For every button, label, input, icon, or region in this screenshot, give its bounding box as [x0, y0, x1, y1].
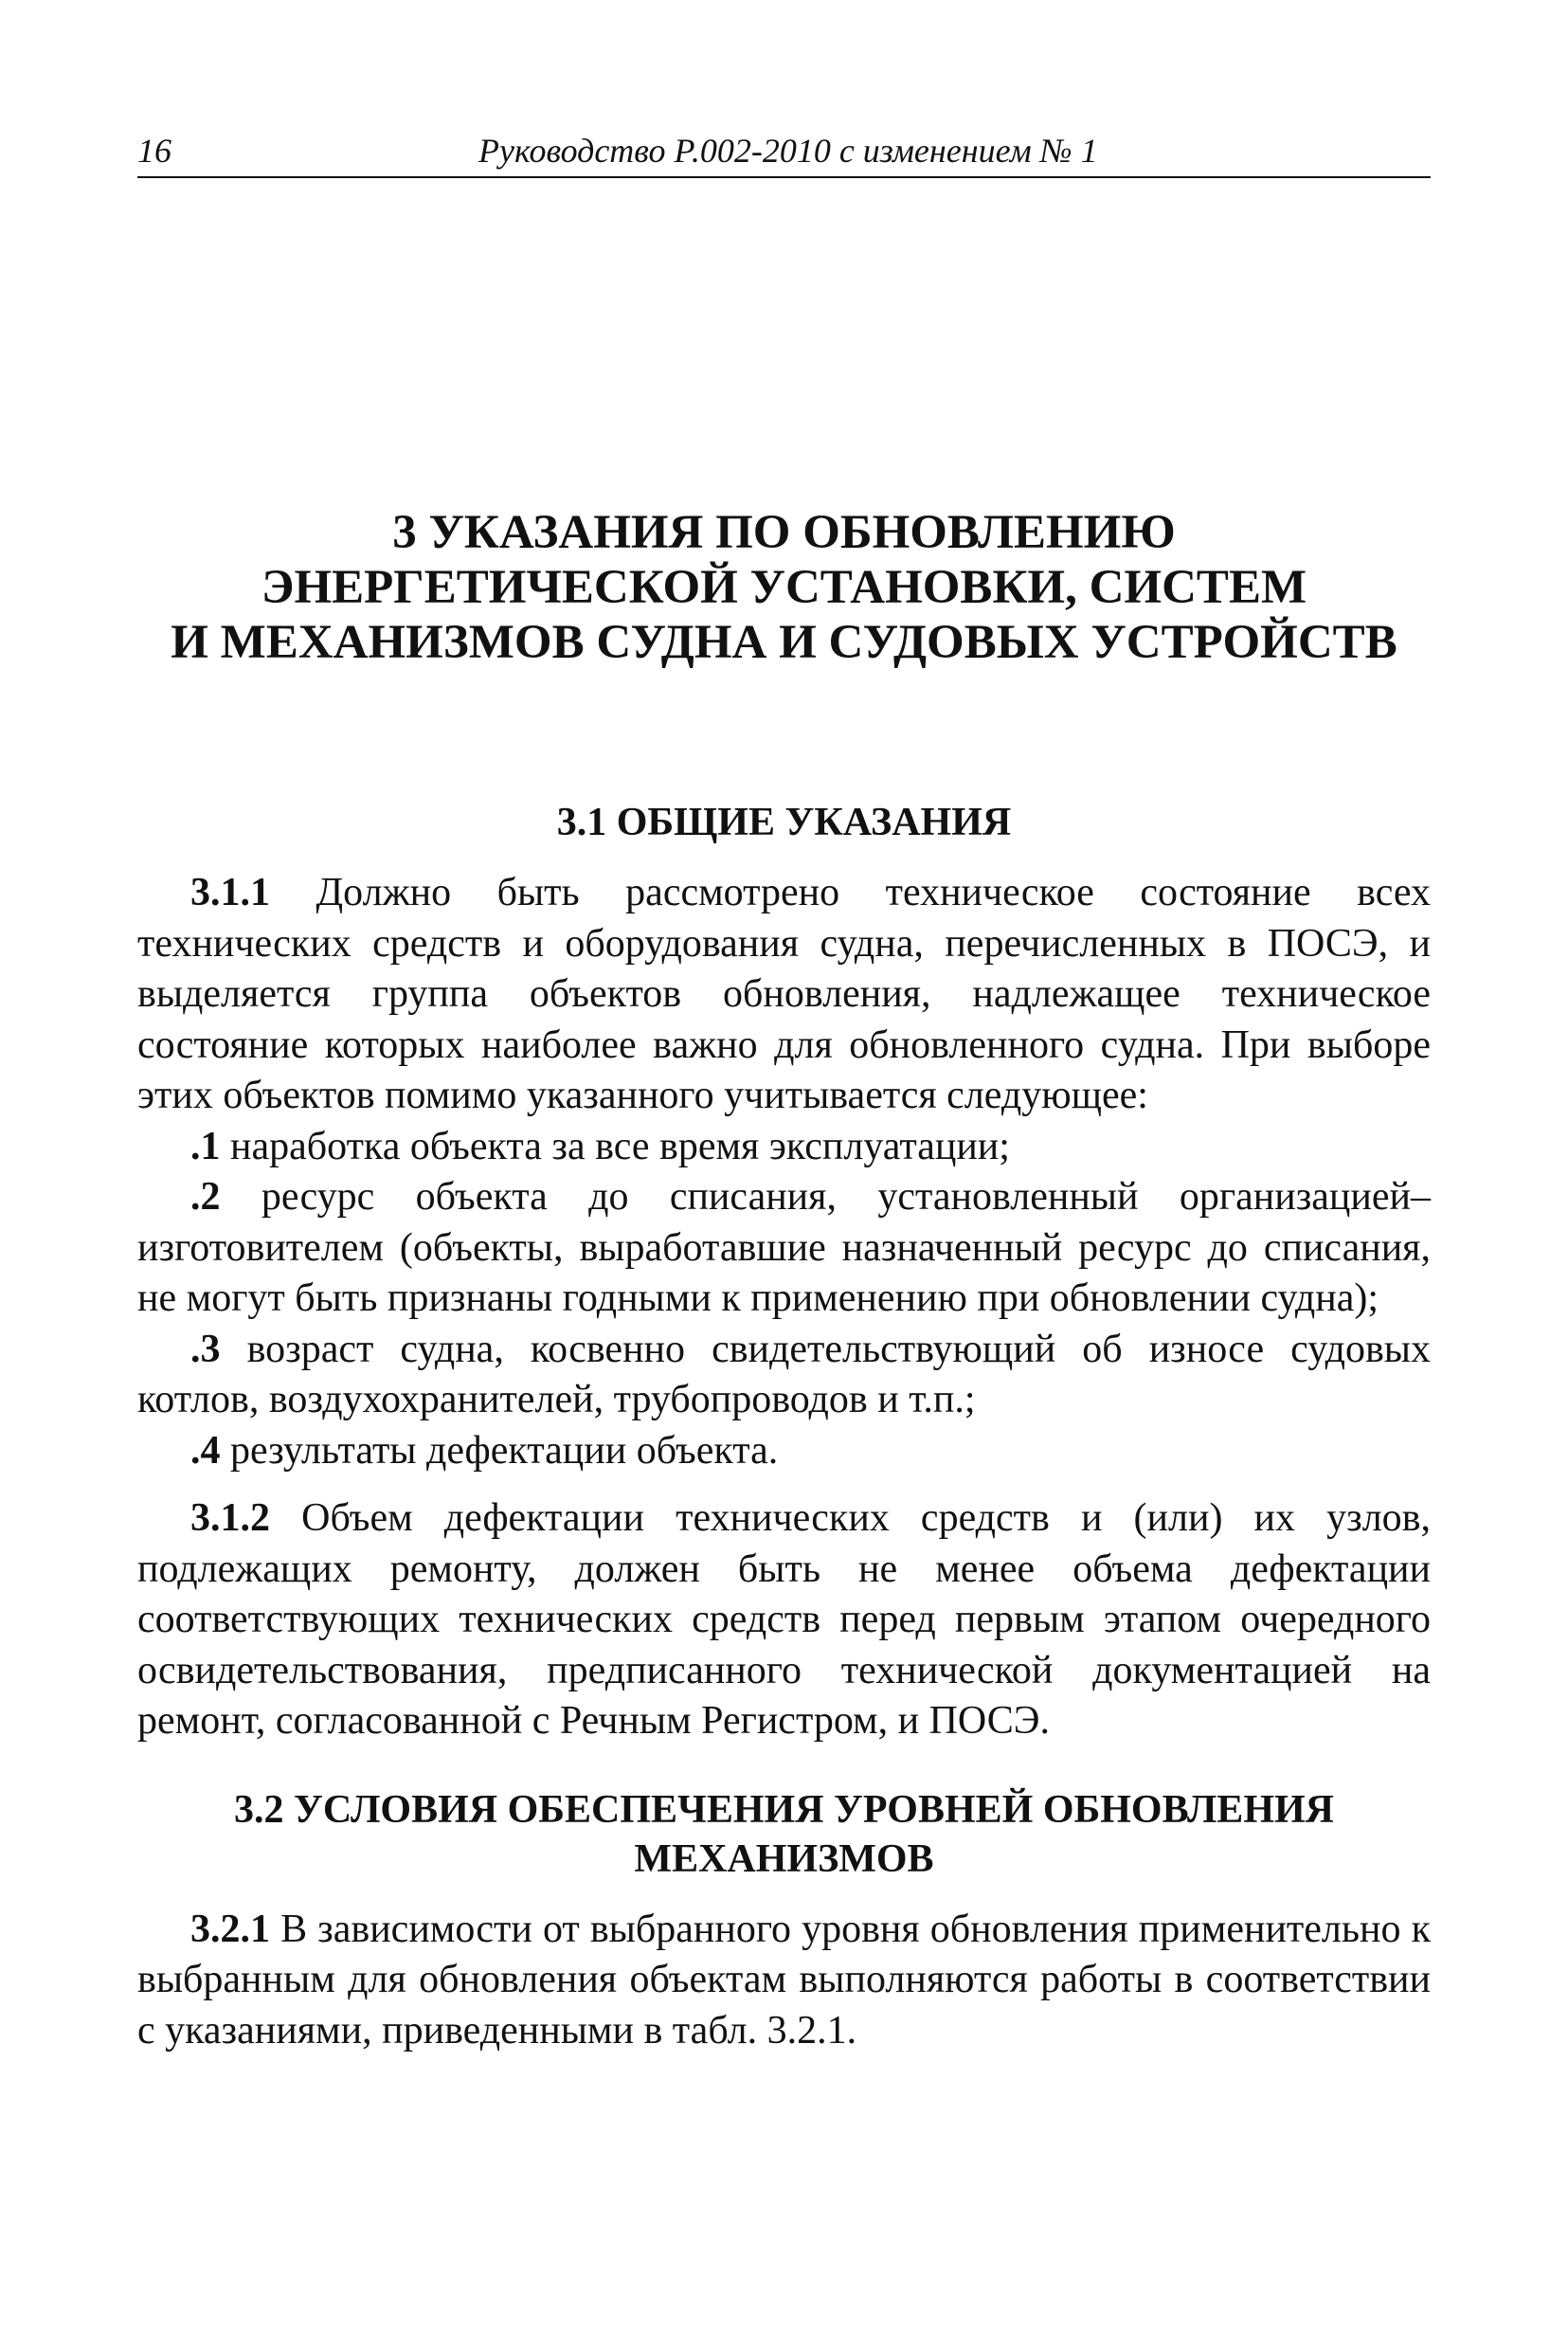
paragraph-text: Должно быть рассмотрено техническое состояние всех технических средств и оборудования судна, перечисленных в ПОСЭ, и выделяется группа объектов обновления, надлежащее техническое состояние которых наиболее важно для обновленного судна. При выборе этих объектов помимо указанного учитывается следующее: — [137, 871, 1431, 1117]
document-page — [137, 123, 1431, 2056]
list-item — [137, 1172, 1431, 1325]
item-text: наработка объекта за все время эксплуатации; — [230, 1124, 1010, 1168]
chapter-title-line: И МЕХАНИЗМОВ СУДНА И СУДОВЫХ УСТРОЙСТВ — [171, 616, 1397, 669]
list-item — [137, 1122, 1431, 1173]
chapter-title — [137, 505, 1431, 670]
clause-number: 3.2.1 — [190, 1907, 270, 1951]
running-header — [137, 123, 1431, 178]
paragraph-3-2-1 — [137, 1905, 1431, 2057]
item-text: ресурс объекта до списания, установленный организацией–изготовителем (объекты, выработавшие назначенный ресурс до списания, не могут быть признаны годными к применению при обновлении судна); — [137, 1175, 1431, 1320]
page-number: 16 — [137, 132, 171, 170]
item-number: .4 — [190, 1428, 221, 1473]
paragraph-3-1-1 — [137, 868, 1431, 1122]
list-item — [137, 1325, 1431, 1426]
clause-number: 3.1.1 — [190, 871, 270, 914]
section-title-3-2 — [137, 1785, 1431, 1884]
paragraph-text: В зависимости от выбранного уровня обновления применительно к выбранным для обновления объектам выполняются работы в соответствии с указаниями, приведенными в табл. 3.2.1. — [137, 1907, 1431, 2053]
chapter-title-line: 3 УКАЗАНИЯ ПО ОБНОВЛЕНИЮ — [392, 506, 1176, 559]
clause-number: 3.1.2 — [190, 1496, 270, 1540]
section-title-line: МЕХАНИЗМОВ — [634, 1836, 934, 1881]
paragraph-3-1-2 — [137, 1493, 1431, 1747]
chapter-title-line: ЭНЕРГЕТИЧЕСКОЙ УСТАНОВКИ, СИСТЕМ — [261, 561, 1307, 614]
running-title: Руководство Р.002-2010 с изменением № 1 — [478, 132, 1098, 170]
item-number: .2 — [190, 1175, 221, 1219]
item-number: .1 — [190, 1124, 221, 1168]
section-title-3-1 — [137, 798, 1431, 847]
section-title-text: 3.1 ОБЩИЕ УКАЗАНИЯ — [556, 801, 1012, 844]
item-text: возраст судна, косвенно свидетельствующий об износе судовых котлов, воздухохранителей, трубопроводов и т.п.; — [137, 1327, 1432, 1421]
section-title-line: 3.2 УСЛОВИЯ ОБЕСПЕЧЕНИЯ УРОВНЕЙ ОБНОВЛЕНИЯ — [234, 1787, 1334, 1832]
item-number: .3 — [190, 1327, 221, 1371]
list-item — [137, 1426, 1431, 1477]
paragraph-text: Объем дефектации технических средств и (или) их узлов, подлежащих ремонту, должен быть не менее объема дефектации соответствующих технических средств перед первым этапом очередного освидетельствования, предписанного технической документацией на ремонт, согласованной с Речным Регистром, и ПОСЭ. — [137, 1496, 1431, 1743]
item-text: результаты дефектации объекта. — [230, 1428, 779, 1473]
